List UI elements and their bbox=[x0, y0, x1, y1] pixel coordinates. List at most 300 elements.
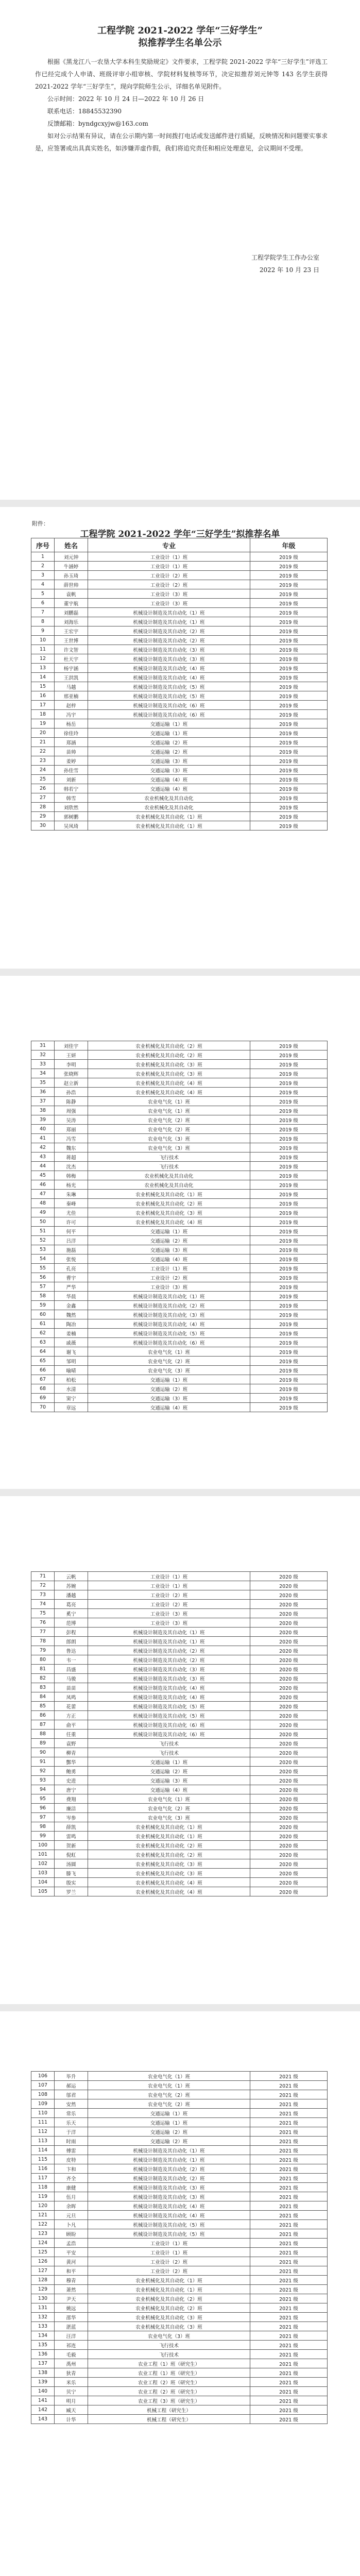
cell-major: 工业设计（2）班 bbox=[88, 580, 250, 589]
table-row bbox=[31, 1236, 328, 1245]
cell-grade: 2021 级 bbox=[250, 2146, 328, 2155]
cell-index: 73 bbox=[31, 1590, 55, 1600]
cell-major: 农业机械化及其自动化（3）班 bbox=[88, 1069, 250, 1078]
cell-grade: 2020 级 bbox=[250, 1757, 328, 1767]
table-row bbox=[31, 2415, 328, 2424]
cell-index: 19 bbox=[31, 719, 55, 728]
cell-grade: 2020 级 bbox=[250, 1702, 328, 1711]
table-row bbox=[31, 2192, 328, 2201]
cell-major: 工业设计（3）班 bbox=[88, 1618, 250, 1628]
cell-major: 工业设计（3）班 bbox=[88, 599, 250, 608]
table-row bbox=[31, 571, 328, 580]
cell-index: 8 bbox=[31, 617, 55, 626]
cell-name: 范博 bbox=[55, 1618, 88, 1628]
table-row bbox=[31, 1600, 328, 1609]
cell-name: 和平 bbox=[55, 2266, 88, 2276]
table-row bbox=[31, 766, 328, 775]
cell-grade: 2019 级 bbox=[250, 654, 328, 664]
cell-name: 齐全 bbox=[55, 2174, 88, 2183]
cell-name: 任重 bbox=[55, 1730, 88, 1739]
cell-name: 米乐 bbox=[55, 2378, 88, 2387]
cell-major: 机械设计制造及其自动化（5）班 bbox=[88, 1702, 250, 1711]
cell-name: 杜天宇 bbox=[55, 654, 88, 664]
cell-grade: 2019 级 bbox=[250, 1310, 328, 1319]
cell-grade: 2019 级 bbox=[250, 803, 328, 812]
cell-grade: 2020 级 bbox=[250, 1665, 328, 1674]
page-separator bbox=[0, 1489, 360, 1496]
page-separator bbox=[0, 969, 360, 976]
cell-index: 123 bbox=[31, 2229, 55, 2239]
cell-name: 伍月 bbox=[55, 2192, 88, 2201]
table-row bbox=[31, 2359, 328, 2368]
cell-major: 农业机械化及其自动化（1）班 bbox=[88, 2276, 250, 2285]
cell-grade: 2020 级 bbox=[250, 1850, 328, 1859]
cell-index: 47 bbox=[31, 1190, 55, 1199]
cell-major: 机械设计制造及其自动化（5）班 bbox=[88, 2229, 250, 2239]
cell-index: 9 bbox=[31, 626, 55, 636]
cell-major: 交通运输（2）班 bbox=[88, 1767, 250, 1776]
cell-grade: 2020 级 bbox=[250, 1674, 328, 1683]
cell-index: 118 bbox=[31, 2183, 55, 2192]
cell-major: 机械设计制造及其自动化（6）班 bbox=[88, 1730, 250, 1739]
cell-grade: 2019 级 bbox=[250, 1384, 328, 1394]
cell-name: 牛涵婷 bbox=[55, 562, 88, 571]
table-row bbox=[31, 1785, 328, 1794]
cell-index: 105 bbox=[31, 1887, 55, 1896]
cell-index: 45 bbox=[31, 1171, 55, 1180]
cell-name: 郭树鹏 bbox=[55, 812, 88, 821]
cell-major: 农业工程（1）班（研究生） bbox=[88, 2359, 250, 2368]
cell-name: 卞和 bbox=[55, 2164, 88, 2174]
cell-name: 杨岳 bbox=[55, 719, 88, 728]
table-row bbox=[31, 2183, 328, 2192]
table-row bbox=[31, 1609, 328, 1618]
cell-name: 汪洋 bbox=[55, 2331, 88, 2341]
table-row bbox=[31, 1125, 328, 1134]
cell-name: 彭程 bbox=[55, 1628, 88, 1637]
cell-name: 张晓辉 bbox=[55, 1069, 88, 1078]
table-row bbox=[31, 1366, 328, 1375]
cell-major: 交通运输（1）班 bbox=[88, 2109, 250, 2118]
cell-major: 工业设计（1）班 bbox=[88, 2239, 250, 2248]
table-row bbox=[31, 1403, 328, 1412]
cell-grade: 2019 级 bbox=[250, 1301, 328, 1310]
cell-name: 邢亚楠 bbox=[55, 691, 88, 701]
cell-name: 薛世帅 bbox=[55, 580, 88, 589]
cell-major: 交通运输（1）班 bbox=[88, 719, 250, 728]
cell-index: 46 bbox=[31, 1180, 55, 1190]
cell-major: 机械设计制造及其自动化（2）班 bbox=[88, 2174, 250, 2183]
cell-major: 机械设计制造及其自动化（2）班 bbox=[88, 626, 250, 636]
cell-major: 工业设计（1）班 bbox=[88, 562, 250, 571]
table-row bbox=[31, 756, 328, 766]
cell-grade: 2020 级 bbox=[250, 1841, 328, 1850]
cell-grade: 2019 级 bbox=[250, 1134, 328, 1143]
cell-name: 乐天 bbox=[55, 2118, 88, 2127]
cell-index: 125 bbox=[31, 2248, 55, 2257]
cell-grade: 2020 级 bbox=[250, 1822, 328, 1832]
cell-major: 交通运输（3）班 bbox=[88, 1776, 250, 1785]
cell-index: 34 bbox=[31, 1069, 55, 1078]
cell-index: 139 bbox=[31, 2378, 55, 2387]
table-row bbox=[31, 636, 328, 645]
cell-grade: 2019 级 bbox=[250, 1143, 328, 1153]
table-row bbox=[31, 2146, 328, 2155]
cell-name: 俞平 bbox=[55, 1720, 88, 1730]
cell-major: 机械设计制造及其自动化（1）班 bbox=[88, 2146, 250, 2155]
cell-major: 农业电气化（1）班 bbox=[88, 1794, 250, 1804]
table-row bbox=[31, 2378, 328, 2387]
table-row bbox=[31, 1776, 328, 1785]
cell-grade: 2021 级 bbox=[250, 2211, 328, 2220]
cell-index: 103 bbox=[31, 1869, 55, 1878]
cell-index: 69 bbox=[31, 1394, 55, 1403]
cell-index: 120 bbox=[31, 2201, 55, 2211]
cell-major: 机械设计制造及其自动化（4）班 bbox=[88, 1319, 250, 1329]
cell-major: 工业设计（1）班 bbox=[88, 2248, 250, 2257]
cell-major: 农业机械化及其自动化（2）班 bbox=[88, 1199, 250, 1208]
table-row bbox=[31, 2387, 328, 2396]
table-row bbox=[31, 821, 328, 831]
cell-major: 机械设计制造及其自动化（3）班 bbox=[88, 1674, 250, 1683]
cell-grade: 2020 级 bbox=[250, 1655, 328, 1665]
table-row bbox=[31, 1618, 328, 1628]
cell-name: 柳青 bbox=[55, 1748, 88, 1757]
cell-major: 机械设计制造及其自动化（3）班 bbox=[88, 645, 250, 654]
cell-name: 岑参 bbox=[55, 1813, 88, 1822]
roster-table bbox=[31, 1571, 328, 1896]
cell-name: 常乐 bbox=[55, 2109, 88, 2118]
table-row bbox=[31, 645, 328, 654]
cell-name: 尤佳 bbox=[55, 1208, 88, 1217]
table-row bbox=[31, 2127, 328, 2137]
cell-index: 109 bbox=[31, 2099, 55, 2109]
cell-grade: 2019 级 bbox=[250, 1208, 328, 1217]
cell-name: 潘越 bbox=[55, 1590, 88, 1600]
table-row bbox=[31, 1813, 328, 1822]
cell-name: 殷实 bbox=[55, 1878, 88, 1887]
cell-major: 农业电气化（1）班 bbox=[88, 1106, 250, 1115]
table-row bbox=[31, 2368, 328, 2378]
cell-major: 机械设计制造及其自动化（1）班 bbox=[88, 1628, 250, 1637]
cell-index: 54 bbox=[31, 1255, 55, 1264]
table-row bbox=[31, 2266, 328, 2276]
cell-grade: 2019 级 bbox=[250, 1115, 328, 1125]
cell-major: 农业电气化（2）班 bbox=[88, 1357, 250, 1366]
cell-grade: 2021 级 bbox=[250, 2099, 328, 2109]
cell-major: 农业机械化及其自动化（1）班 bbox=[88, 1190, 250, 1199]
table-row bbox=[31, 1869, 328, 1878]
cell-name: 许文智 bbox=[55, 645, 88, 654]
cell-grade: 2019 级 bbox=[250, 626, 328, 636]
cell-index: 85 bbox=[31, 1702, 55, 1711]
table-row bbox=[31, 2118, 328, 2127]
table-row bbox=[31, 1069, 328, 1078]
cell-name: 姜楠 bbox=[55, 1329, 88, 1338]
cell-grade: 2019 级 bbox=[250, 756, 328, 766]
cell-name: 湛蓝 bbox=[55, 2322, 88, 2331]
table-row bbox=[31, 1162, 328, 1171]
cell-major: 交通运输（2）班 bbox=[88, 738, 250, 747]
cell-grade: 2020 级 bbox=[250, 1646, 328, 1655]
sign-org: 工程学院学生工作办公室 bbox=[251, 254, 319, 261]
roster-table bbox=[31, 538, 328, 831]
table-row bbox=[31, 1748, 328, 1757]
cell-name: 狄青 bbox=[55, 2368, 88, 2378]
cell-major: 农业机械化及其自动化 bbox=[88, 1180, 250, 1190]
cell-grade: 2021 级 bbox=[250, 2341, 328, 2350]
table-row bbox=[31, 1887, 328, 1896]
table-row bbox=[31, 710, 328, 719]
cell-name: 唐宁 bbox=[55, 1785, 88, 1794]
table-row bbox=[31, 608, 328, 617]
cell-grade: 2019 级 bbox=[250, 1171, 328, 1180]
table-row bbox=[31, 2201, 328, 2211]
cell-index: 28 bbox=[31, 803, 55, 812]
cell-grade: 2019 级 bbox=[250, 1217, 328, 1227]
cell-index: 24 bbox=[31, 766, 55, 775]
table-row bbox=[31, 803, 328, 812]
cell-index: 17 bbox=[31, 701, 55, 710]
table-row bbox=[31, 2220, 328, 2229]
cell-name: 赵立新 bbox=[55, 1078, 88, 1088]
cell-major: 交通运输（1）班 bbox=[88, 1757, 250, 1767]
cell-index: 129 bbox=[31, 2285, 55, 2294]
cell-name: 杨宇涵 bbox=[55, 664, 88, 673]
cell-name: 蒋超 bbox=[55, 1153, 88, 1162]
cell-name: 冯宇 bbox=[55, 710, 88, 719]
cell-grade: 2019 级 bbox=[250, 1050, 328, 1060]
table-row bbox=[31, 1739, 328, 1748]
cell-major: 农业机械化及其自动化 bbox=[88, 1171, 250, 1180]
cell-name: 吕洋 bbox=[55, 1236, 88, 1245]
table-row bbox=[31, 701, 328, 710]
notice-paragraph: 根据《黑龙江八一农垦大学本科生奖励规定》文件要求，工程学院 2021-2022 学年“三好学生”评选工作已经完成个人申请、班级评审小组审核、学院材料复核等环节，决定拟推荐刘元钟等 143 名学生获得 2021-2022 学年“三好学生”，现向学院师生公示，详细名单见附件。 bbox=[35, 58, 328, 90]
cell-index: 90 bbox=[31, 1748, 55, 1757]
cell-grade: 2019 级 bbox=[250, 691, 328, 701]
cell-major: 农业电气化（1）班 bbox=[88, 2081, 250, 2090]
cell-index: 77 bbox=[31, 1628, 55, 1637]
table-row bbox=[31, 1637, 328, 1646]
cell-name: 孟浩 bbox=[55, 2239, 88, 2248]
table-row bbox=[31, 2137, 328, 2146]
cell-index: 106 bbox=[31, 2072, 55, 2081]
cell-index: 94 bbox=[31, 1785, 55, 1794]
cell-grade: 2019 级 bbox=[250, 1227, 328, 1236]
cell-index: 116 bbox=[31, 2164, 55, 2174]
table-row bbox=[31, 728, 328, 738]
table-row bbox=[31, 1273, 328, 1282]
cell-index: 95 bbox=[31, 1794, 55, 1804]
cell-major: 交通运输（2）班 bbox=[88, 1236, 250, 1245]
cell-major: 飞行技术 bbox=[88, 1153, 250, 1162]
cell-index: 14 bbox=[31, 673, 55, 682]
table-row bbox=[31, 2211, 328, 2220]
table-row bbox=[31, 2229, 328, 2239]
cell-major: 机械设计制造及其自动化（4）班 bbox=[88, 1692, 250, 1702]
header-index: 序号 bbox=[31, 538, 55, 552]
cell-index: 16 bbox=[31, 691, 55, 701]
table-row bbox=[31, 1702, 328, 1711]
cell-index: 5 bbox=[31, 589, 55, 599]
cell-index: 128 bbox=[31, 2276, 55, 2285]
cell-grade: 2019 级 bbox=[250, 1264, 328, 1273]
cell-index: 43 bbox=[31, 1153, 55, 1162]
table-row bbox=[31, 1822, 328, 1832]
cell-major: 农业机械化及其自动化（3）班 bbox=[88, 2313, 250, 2322]
table-row bbox=[31, 1646, 328, 1655]
cell-name: 韩梅 bbox=[55, 1171, 88, 1180]
cell-major: 机械设计制造及其自动化（6）班 bbox=[88, 1720, 250, 1730]
cell-grade: 2021 级 bbox=[250, 2396, 328, 2405]
cell-name: 葛亮 bbox=[55, 1600, 88, 1609]
cell-name: 罗兰 bbox=[55, 1887, 88, 1896]
cell-name: 汤圆 bbox=[55, 1859, 88, 1869]
cell-major: 农业机械化及其自动化（2）班 bbox=[88, 1041, 250, 1050]
cell-name: 郎朗 bbox=[55, 1637, 88, 1646]
cell-name: 滕飞 bbox=[55, 1869, 88, 1878]
table-row bbox=[31, 562, 328, 571]
table-row bbox=[31, 2081, 328, 2090]
cell-index: 33 bbox=[31, 1060, 55, 1069]
table-row bbox=[31, 1245, 328, 1255]
cell-name: 魏然 bbox=[55, 1310, 88, 1319]
cell-name: 卜凡 bbox=[55, 2220, 88, 2229]
cell-name: 马骏 bbox=[55, 1674, 88, 1683]
cell-name: 孙玉琦 bbox=[55, 571, 88, 580]
table-row bbox=[31, 2164, 328, 2174]
cell-name: 魏东 bbox=[55, 1143, 88, 1153]
cell-major: 农业电气化（2）班 bbox=[88, 2099, 250, 2109]
cell-grade: 2020 级 bbox=[250, 1581, 328, 1590]
cell-name: 何平 bbox=[55, 1227, 88, 1236]
cell-major: 农业工程（2）班（研究生） bbox=[88, 2378, 250, 2387]
cell-index: 143 bbox=[31, 2415, 55, 2424]
cell-index: 92 bbox=[31, 1767, 55, 1776]
cell-name: 毕升 bbox=[55, 2072, 88, 2081]
cell-index: 7 bbox=[31, 608, 55, 617]
table-row bbox=[31, 1590, 328, 1600]
annex-label: 附件： bbox=[32, 520, 49, 527]
cell-major: 农业电气化（3）班 bbox=[88, 1813, 250, 1822]
cell-name: 凤鸣 bbox=[55, 1692, 88, 1702]
cell-index: 65 bbox=[31, 1357, 55, 1366]
cell-name: 皮特 bbox=[55, 2155, 88, 2164]
cell-index: 63 bbox=[31, 1338, 55, 1347]
table-row bbox=[31, 1804, 328, 1813]
cell-name: 奚宁 bbox=[55, 1609, 88, 1618]
cell-index: 61 bbox=[31, 1319, 55, 1329]
cell-name: 刘佳宇 bbox=[55, 1041, 88, 1050]
cell-grade: 2021 级 bbox=[250, 2229, 328, 2239]
cell-grade: 2020 级 bbox=[250, 1628, 328, 1637]
cell-major: 农业机械化及其自动化（3）班 bbox=[88, 1060, 250, 1069]
cell-grade: 2021 级 bbox=[250, 2127, 328, 2137]
cell-index: 40 bbox=[31, 1125, 55, 1134]
cell-index: 23 bbox=[31, 756, 55, 766]
cell-index: 114 bbox=[31, 2146, 55, 2155]
cell-grade: 2020 级 bbox=[250, 1572, 328, 1581]
cell-name: 华晨 bbox=[55, 1292, 88, 1301]
table-row bbox=[31, 1171, 328, 1180]
cell-name: 薛凯 bbox=[55, 1822, 88, 1832]
cell-index: 76 bbox=[31, 1618, 55, 1628]
cell-major: 农业机械化及其自动化（3）班 bbox=[88, 1869, 250, 1878]
cell-grade: 2019 级 bbox=[250, 1375, 328, 1384]
cell-index: 22 bbox=[31, 747, 55, 756]
table-row bbox=[31, 1655, 328, 1665]
table-row bbox=[31, 2303, 328, 2313]
cell-major: 机械设计制造及其自动化（2）班 bbox=[88, 1655, 250, 1665]
table-row bbox=[31, 747, 328, 756]
table-row bbox=[31, 2099, 328, 2109]
cell-grade: 2020 级 bbox=[250, 1739, 328, 1748]
cell-index: 80 bbox=[31, 1655, 55, 1665]
cell-grade: 2021 级 bbox=[250, 2090, 328, 2099]
cell-index: 30 bbox=[31, 821, 55, 831]
cell-index: 12 bbox=[31, 654, 55, 664]
cell-major: 机械设计制造及其自动化（2）班 bbox=[88, 2164, 250, 2174]
cell-grade: 2019 级 bbox=[250, 682, 328, 691]
cell-grade: 2021 级 bbox=[250, 2350, 328, 2359]
cell-major: 农业电气化（1）班 bbox=[88, 2072, 250, 2081]
cell-grade: 2020 级 bbox=[250, 1600, 328, 1609]
table-row bbox=[31, 1301, 328, 1310]
cell-major: 工业设计（2）班 bbox=[88, 2266, 250, 2276]
cell-grade: 2019 级 bbox=[250, 1078, 328, 1088]
cell-name: 计华 bbox=[55, 2415, 88, 2424]
cell-grade: 2019 级 bbox=[250, 608, 328, 617]
table-row bbox=[31, 1375, 328, 1384]
table-row bbox=[31, 1143, 328, 1153]
table-row bbox=[31, 2396, 328, 2405]
cell-name: 云帆 bbox=[55, 1572, 88, 1581]
cell-grade: 2020 级 bbox=[250, 1776, 328, 1785]
cell-name: 刘元钟 bbox=[55, 552, 88, 562]
cell-grade: 2019 级 bbox=[250, 784, 328, 793]
cell-major: 农业机械化及其自动化（1）班 bbox=[88, 1832, 250, 1841]
cell-index: 141 bbox=[31, 2396, 55, 2405]
cell-major: 机械设计制造及其自动化（2）班 bbox=[88, 1301, 250, 1310]
cell-major: 机械设计制造及其自动化（1）班 bbox=[88, 608, 250, 617]
cell-name: 苗帅 bbox=[55, 747, 88, 756]
cell-grade: 2020 级 bbox=[250, 1711, 328, 1720]
cell-index: 96 bbox=[31, 1804, 55, 1813]
cell-major: 机械设计制造及其自动化（3）班 bbox=[88, 2192, 250, 2201]
cell-grade: 2019 级 bbox=[250, 1403, 328, 1412]
table-row bbox=[31, 1720, 328, 1730]
cell-grade: 2019 级 bbox=[250, 673, 328, 682]
cell-name: 花蕾 bbox=[55, 1702, 88, 1711]
cell-major: 农业工程（2）班（研究生） bbox=[88, 2387, 250, 2396]
header-name: 姓名 bbox=[55, 538, 88, 552]
table-row bbox=[31, 1850, 328, 1859]
cell-index: 132 bbox=[31, 2313, 55, 2322]
cell-index: 71 bbox=[31, 1572, 55, 1581]
table-row bbox=[31, 719, 328, 728]
cell-grade: 2019 级 bbox=[250, 793, 328, 803]
cell-major: 机械设计制造及其自动化（4）班 bbox=[88, 2211, 250, 2220]
cell-index: 49 bbox=[31, 1208, 55, 1217]
cell-major: 农业机械化及其自动化（4）班 bbox=[88, 1217, 250, 1227]
cell-name: 明月 bbox=[55, 2396, 88, 2405]
cell-grade: 2021 级 bbox=[250, 2359, 328, 2368]
cell-name: 廉洁 bbox=[55, 1804, 88, 1813]
notice-title-line2: 拟推荐学生名单公示 bbox=[138, 38, 222, 48]
cell-grade: 2019 级 bbox=[250, 1162, 328, 1171]
cell-name: 董宇航 bbox=[55, 599, 88, 608]
cell-index: 44 bbox=[31, 1162, 55, 1171]
